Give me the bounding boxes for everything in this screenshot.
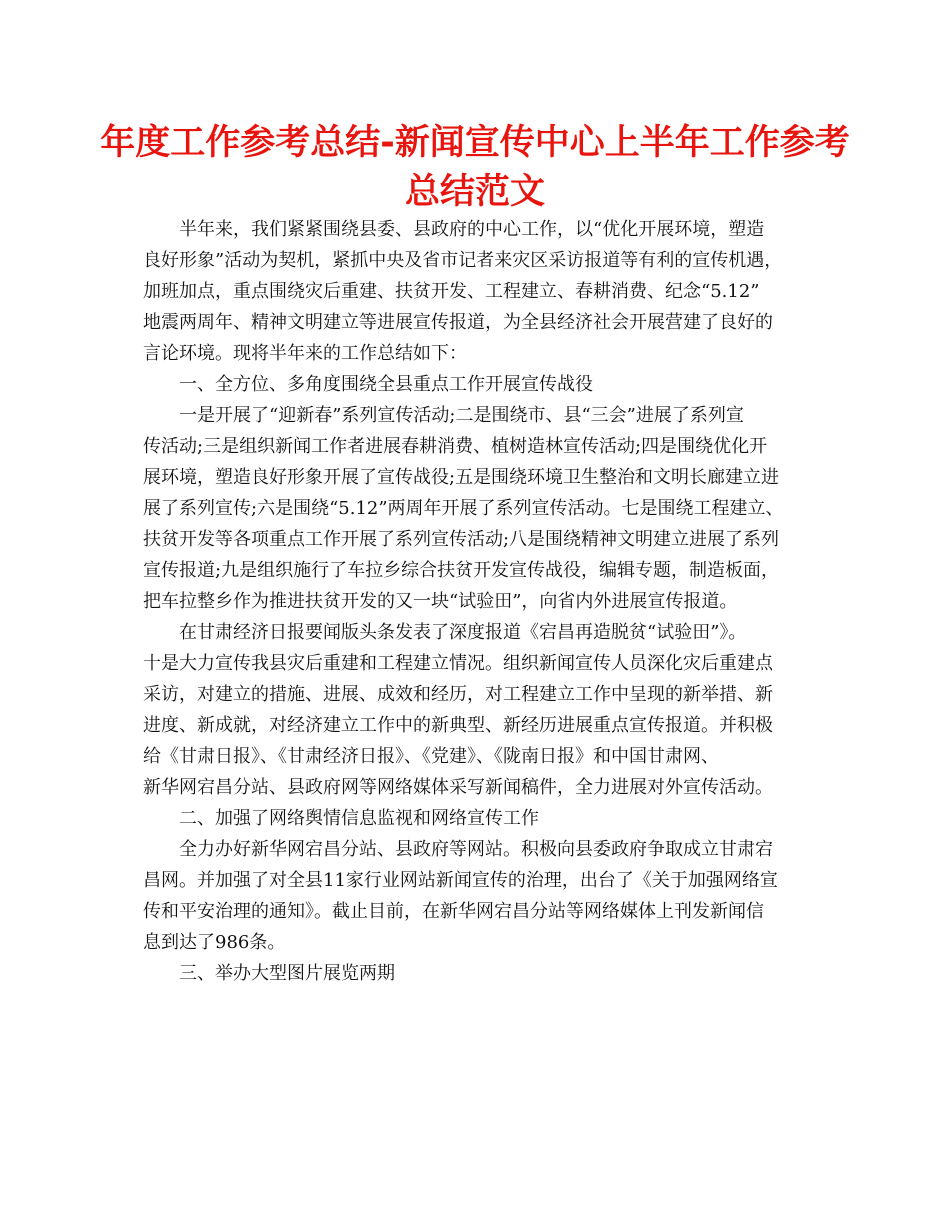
- paragraph-line: 昌网。并加强了对全县11家行业网站新闻宣传的治理，出台了《关于加强网络宣: [143, 870, 778, 891]
- section-heading-1: 一、全方位、多角度围绕全县重点工作开展宣传战役: [179, 374, 593, 395]
- paragraph-line: 全力办好新华网宕昌分站、县政府等网站。积极向县委政府争取成立甘肃宕: [179, 839, 773, 860]
- paragraph-line: 加班加点，重点围绕灾后重建、扶贫开发、工程建立、春耕消费、纪念“5.12”: [143, 281, 760, 302]
- paragraph-line: 扶贫开发等各项重点工作开展了系列宣传活动;八是围绕精神文明建立进展了系列: [143, 529, 780, 550]
- paragraph-line: 进度、新成就，对经济建立工作中的新典型、新经历进展重点宣传报道。并积极: [143, 715, 773, 736]
- paragraph-intro: [143, 214, 823, 369]
- paragraph-line: 地震两周年、精神文明建立等进展宣传报道，为全县经济社会开展营建了良好的: [143, 312, 773, 333]
- section-heading-3: 三、举办大型图片展览两期: [179, 963, 395, 984]
- paragraph-line: 把车拉整乡作为推进扶贫开发的又一块“试验田”，向省内外进展宣传报道。: [143, 591, 738, 612]
- paragraph-line: 传和平安治理的通知》。截止目前，在新华网宕昌分站等网络媒体上刊发新闻信: [143, 901, 764, 922]
- paragraph-line: 采访，对建立的措施、进展、成效和经历，对工程建立工作中呈现的新举措、新: [143, 684, 773, 705]
- paragraph-line: 宣传报道;九是组织施行了车拉乡综合扶贫开发宣传战役，编辑专题，制造板面，: [143, 560, 780, 581]
- document-title-line-2: 总结范文: [404, 172, 545, 212]
- paragraph-line: 息到达了986条。: [143, 932, 286, 953]
- document-title-line-1: 年度工作参考总结-新闻宣传中心上半年工作参考: [100, 123, 850, 163]
- paragraph-line: 新华网宕昌分站、县政府网等网络媒体采写新闻稿件，全力进展对外宣传活动。: [143, 777, 773, 798]
- paragraph-line: 展了系列宣传;六是围绕“5.12”两周年开展了系列宣传活动。七是围绕工程建立、: [143, 498, 784, 519]
- paragraph-network: [143, 834, 823, 958]
- paragraph-line: 在甘肃经济日报要闻版头条发表了深度报道《宕昌再造脱贫“试验田”》。: [179, 622, 747, 643]
- paragraph-reports: [143, 617, 823, 803]
- paragraph-campaigns: [143, 400, 823, 617]
- paragraph-line: 良好形象”活动为契机，紧抓中央及省市记者来灾区采访报道等有利的宣传机遇，: [143, 250, 783, 271]
- paragraph-line: 一是开展了“迎新春”系列宣传活动;二是围绕市、县“三会”进展了系列宣: [179, 405, 744, 426]
- paragraph-line: 半年来，我们紧紧围绕县委、县政府的中心工作，以“优化开展环境，塑造: [179, 219, 765, 240]
- section-heading-2: 二、加强了网络舆情信息监视和网络宣传工作: [179, 808, 539, 829]
- document-body: [143, 214, 823, 989]
- paragraph-line: 展环境，塑造良好形象开展了宣传战役;五是围绕环境卫生整治和文明长廊建立进: [143, 467, 780, 488]
- paragraph-line: 给《甘肃日报》、《甘肃经济日报》、《党建》、《陇南日报》和中国甘肃网、: [143, 746, 719, 767]
- paragraph-line: 言论环境。现将半年来的工作总结如下：: [143, 343, 467, 364]
- paragraph-line: 十是大力宣传我县灾后重建和工程建立情况。组织新闻宣传人员深化灾后重建点: [143, 653, 773, 674]
- paragraph-line: 传活动;三是组织新闻工作者进展春耕消费、植树造林宣传活动;四是围绕优化开: [143, 436, 768, 457]
